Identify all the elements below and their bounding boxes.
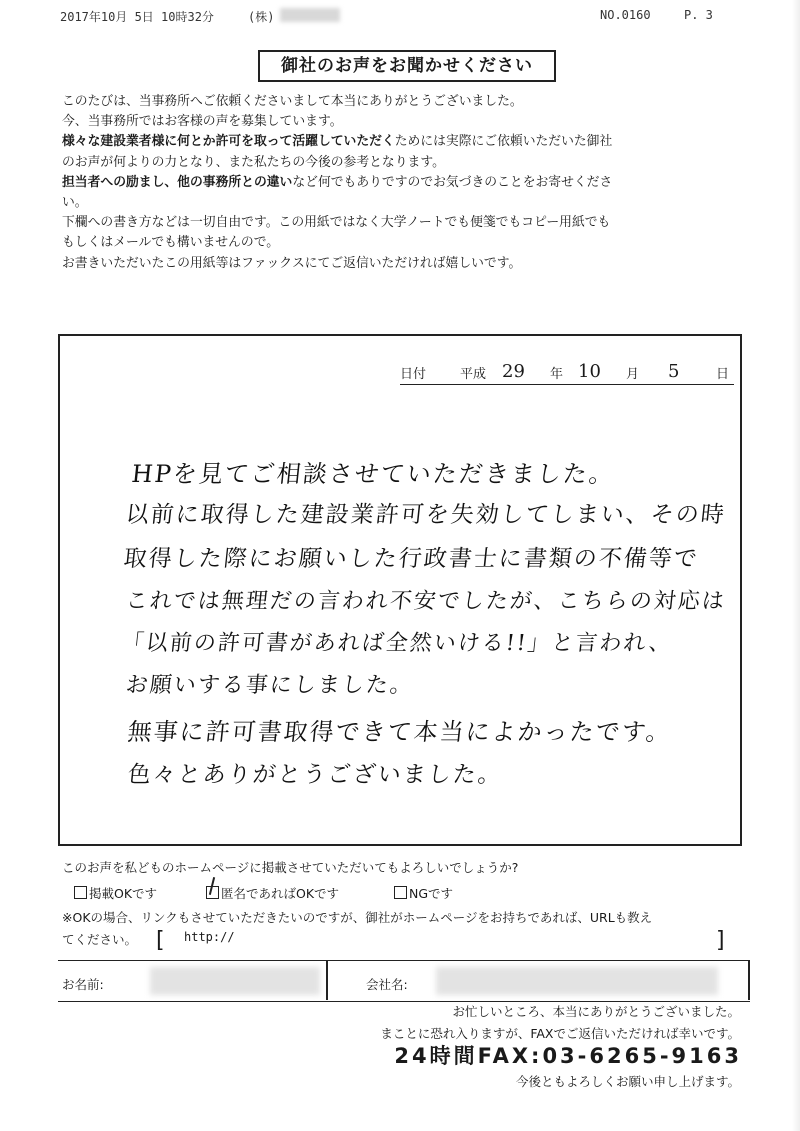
fax-timestamp: 2017年10月 5日 10時32分 [60, 10, 214, 24]
url-prompt: てください。 [62, 932, 138, 947]
message-line: 「以前の許可書があれば全然いける!!」と言われ、 [120, 631, 675, 656]
scan-edge [792, 0, 800, 1131]
intro-line: い。 [62, 195, 88, 211]
footer-closing: 今後ともよろしくお願い申し上げます。 [515, 1074, 740, 1089]
footer-thanks: お忙しいところ、本当にありがとうございました。 [452, 1004, 740, 1019]
message-line: 無事に許可書取得できて本当によかったです。 [126, 718, 674, 746]
date-day: 5 [668, 361, 680, 382]
fax-header [60, 8, 740, 26]
message-line: 以前に取得した建設業許可を失効してしまい、その時 [124, 502, 728, 528]
message-line: HPを見てご相談させていただきました。 [130, 460, 617, 488]
fax-sender [248, 8, 274, 25]
fax-number [394, 1040, 742, 1070]
intro-line: 下欄への書き方などは一切自由です。この用紙ではなく大学ノートでも便箋でもコピー用紙でも [62, 215, 611, 231]
divider [326, 960, 328, 1000]
bracket-close-icon: ] [716, 928, 725, 953]
sender-prefix: (株) [248, 10, 275, 24]
option-ok-label: 掲載OKです [89, 886, 158, 901]
option-anonymous-label: 匿名であればOKです [221, 886, 340, 901]
checkbox-checked-icon[interactable] [206, 886, 219, 899]
option-ok[interactable] [74, 884, 157, 902]
option-anonymous[interactable] [206, 884, 339, 902]
consent-question: このお声を私どものホームページに掲載させていただいてもよろしいでしょうか? [62, 860, 519, 875]
redacted-name [150, 967, 320, 995]
message-line: これでは無理だの言われ不安でしたが、こちらの対応は [124, 589, 728, 614]
redacted-sender [280, 8, 340, 22]
checkbox-empty-icon[interactable] [394, 886, 407, 899]
date-month: 10 [578, 361, 601, 382]
date-year: 29 [502, 361, 525, 382]
url-row [62, 928, 742, 953]
date-field [400, 362, 734, 385]
message-line: お願いする事にしました。 [124, 673, 416, 698]
redacted-company [436, 967, 718, 995]
intro-line: お書きいただいたこの用紙等はファックスにてご返信いただければ嬉しいです。 [62, 255, 522, 271]
page-title: 御社のお声をお聞かせください [258, 50, 556, 82]
message-box [58, 334, 742, 846]
footer-request: まことに恐れ入りますが、FAXでご返信いただければ幸いです。 [380, 1026, 740, 1041]
intro-line [62, 173, 752, 193]
date-era: 平成 [460, 367, 487, 382]
date-day-unit: 日 [716, 367, 730, 382]
fax-page: P. 3 [684, 8, 713, 22]
option-ng[interactable] [394, 884, 453, 902]
intro-line [62, 132, 752, 152]
fax-page-no: NO.0160 [600, 8, 651, 22]
divider [748, 960, 750, 1000]
intro-rest: など何でもありですのでお気づきのことをお寄せくださ [292, 174, 613, 190]
intro-line: このたびは、当事務所へご依頼くださいまして本当にありがとうございました。 [62, 94, 523, 109]
date-year-unit: 年 [550, 367, 564, 382]
intro-line: もしくはメールでも構いませんので。 [62, 235, 280, 251]
message-line: 色々とありがとうございました。 [126, 762, 505, 788]
message-line: 取得した際にお願いした行政書士に書類の不備等で [122, 546, 701, 572]
fax-digits: 03-6265-9163 [542, 1044, 742, 1068]
intro-line: のお声が何よりの力となり、また私たちの今後の参考となります。 [62, 154, 445, 170]
intro-bold: 担当者への励まし、他の事務所との違い [62, 174, 293, 190]
intro-text [62, 92, 752, 274]
check-mark-icon [209, 877, 215, 895]
date-month-unit: 月 [626, 367, 640, 382]
checkbox-empty-icon[interactable] [74, 886, 87, 899]
ok-note: ※OKの場合、リンクもさせていただきたいのですが、御社がホームページをお持ちであれば、URLも教え [62, 910, 653, 925]
option-ng-label: NGです [409, 886, 454, 901]
company-label: 会社名: [366, 977, 408, 992]
name-label: お名前: [62, 977, 104, 992]
date-label: 日付 [400, 367, 427, 382]
bracket-open-icon: [ [156, 928, 165, 953]
fax-label: 24時間FAX: [394, 1044, 543, 1068]
intro-rest: ためには実際にご依頼いただいた御社 [394, 134, 613, 150]
intro-bold: 様々な建設業者様に何とか許可を取って活躍していただく [62, 134, 395, 150]
url-field[interactable]: http:// [184, 930, 235, 944]
name-company-row [58, 960, 750, 1002]
intro-line: 今、当事務所ではお客様の声を募集しています。 [62, 114, 343, 130]
